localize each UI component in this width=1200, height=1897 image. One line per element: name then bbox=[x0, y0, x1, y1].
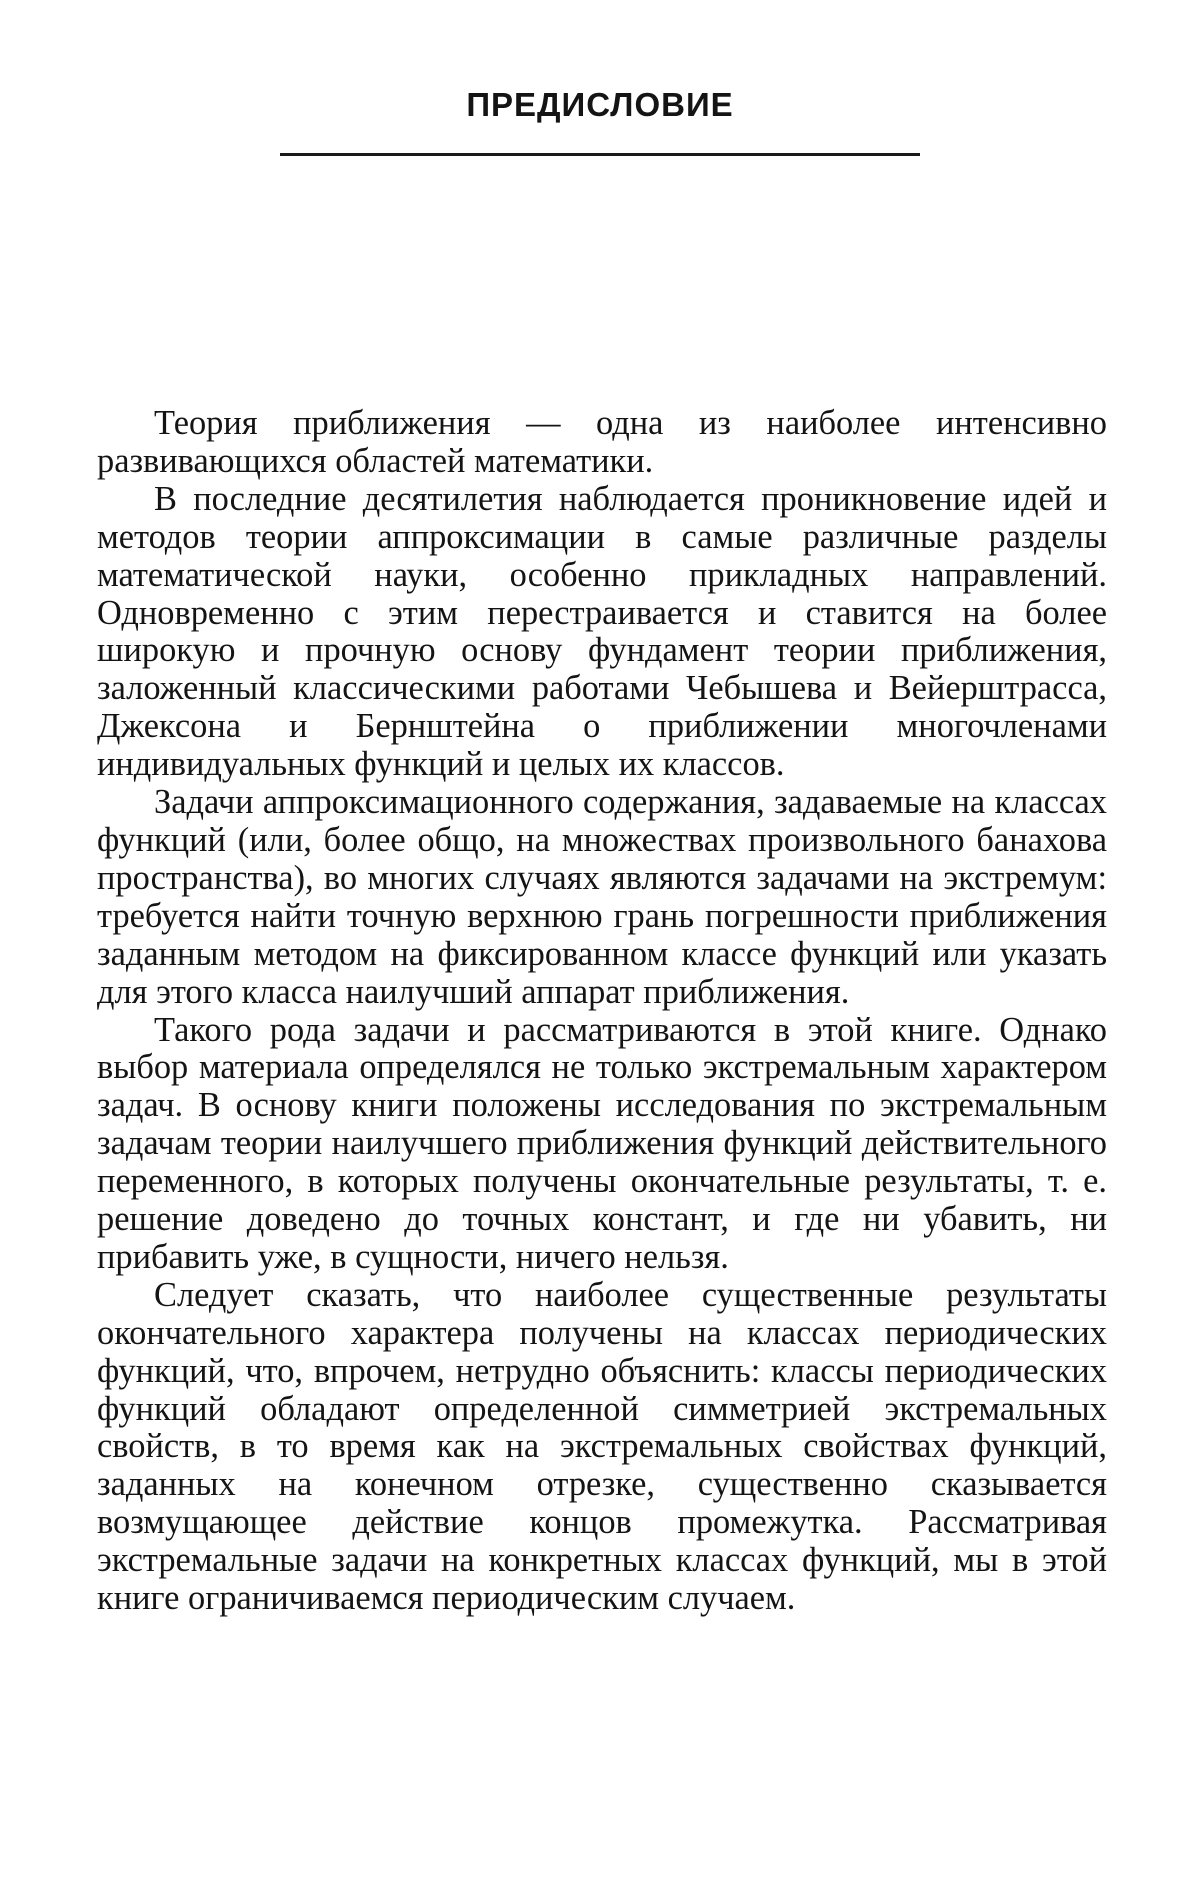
page-title: ПРЕДИСЛОВИЕ bbox=[466, 86, 734, 123]
paragraph-5: Следует сказать, что наиболее существенные результаты окончательного характера получены на классах периодических функций, что, впрочем, нетрудно объяснить: классы периодических функций обладают определенной симметрией экстремальных свойств, в то время как на экстремальных свойствах функций, заданных на конечном отрезке, существенно сказывается возмущающее действие концов промежутка. Рассматривая экстремальные задачи на конкретных классах функций, мы в этой книге ограничиваемся периодическим случаем. bbox=[97, 1275, 1107, 1618]
paragraph-3: Задачи аппроксимационного содержания, задаваемые на классах функций (или, более общо, на множествах произвольного банахова пространства), во многих случаях являются задачами на экстремум: требуется найти точную верхнюю грань погрешности приближения заданным методом на фиксированном классе функций или указать для этого класса наилучший аппарат приближения. bbox=[97, 783, 1107, 1011]
paragraph-1: Теория приближения — одна из наиболее интенсивно развивающихся областей математики. bbox=[97, 404, 1107, 480]
title-underline bbox=[280, 153, 920, 156]
paragraph-2: В последние десятилетия наблюдается проникновение идей и методов теории аппроксимации в самые различные разделы математической науки, особенно прикладных направлений. Одновременно с этим перестраивается и ставится на более широкую и прочную основу фундамент теории приближения, заложенный классическими работами Чебышева и Вейерштрасса, Джексона и Бернштейна о приближении многочленами индивидуальных функций и целых их классов. bbox=[97, 479, 1107, 784]
preface-body bbox=[97, 405, 1107, 1618]
paragraph-4: Такого рода задачи и рассматриваются в этой книге. Однако выбор материала определялся не только экстремальным характером задач. В основу книги положены исследования по экстремальным задачам теории наилучшего приближения функций действительного переменного, в которых получены окончательные результаты, т. е. решение доведено до точных констант, и где ни убавить, ни прибавить уже, в сущности, ничего нельзя. bbox=[97, 1010, 1107, 1276]
